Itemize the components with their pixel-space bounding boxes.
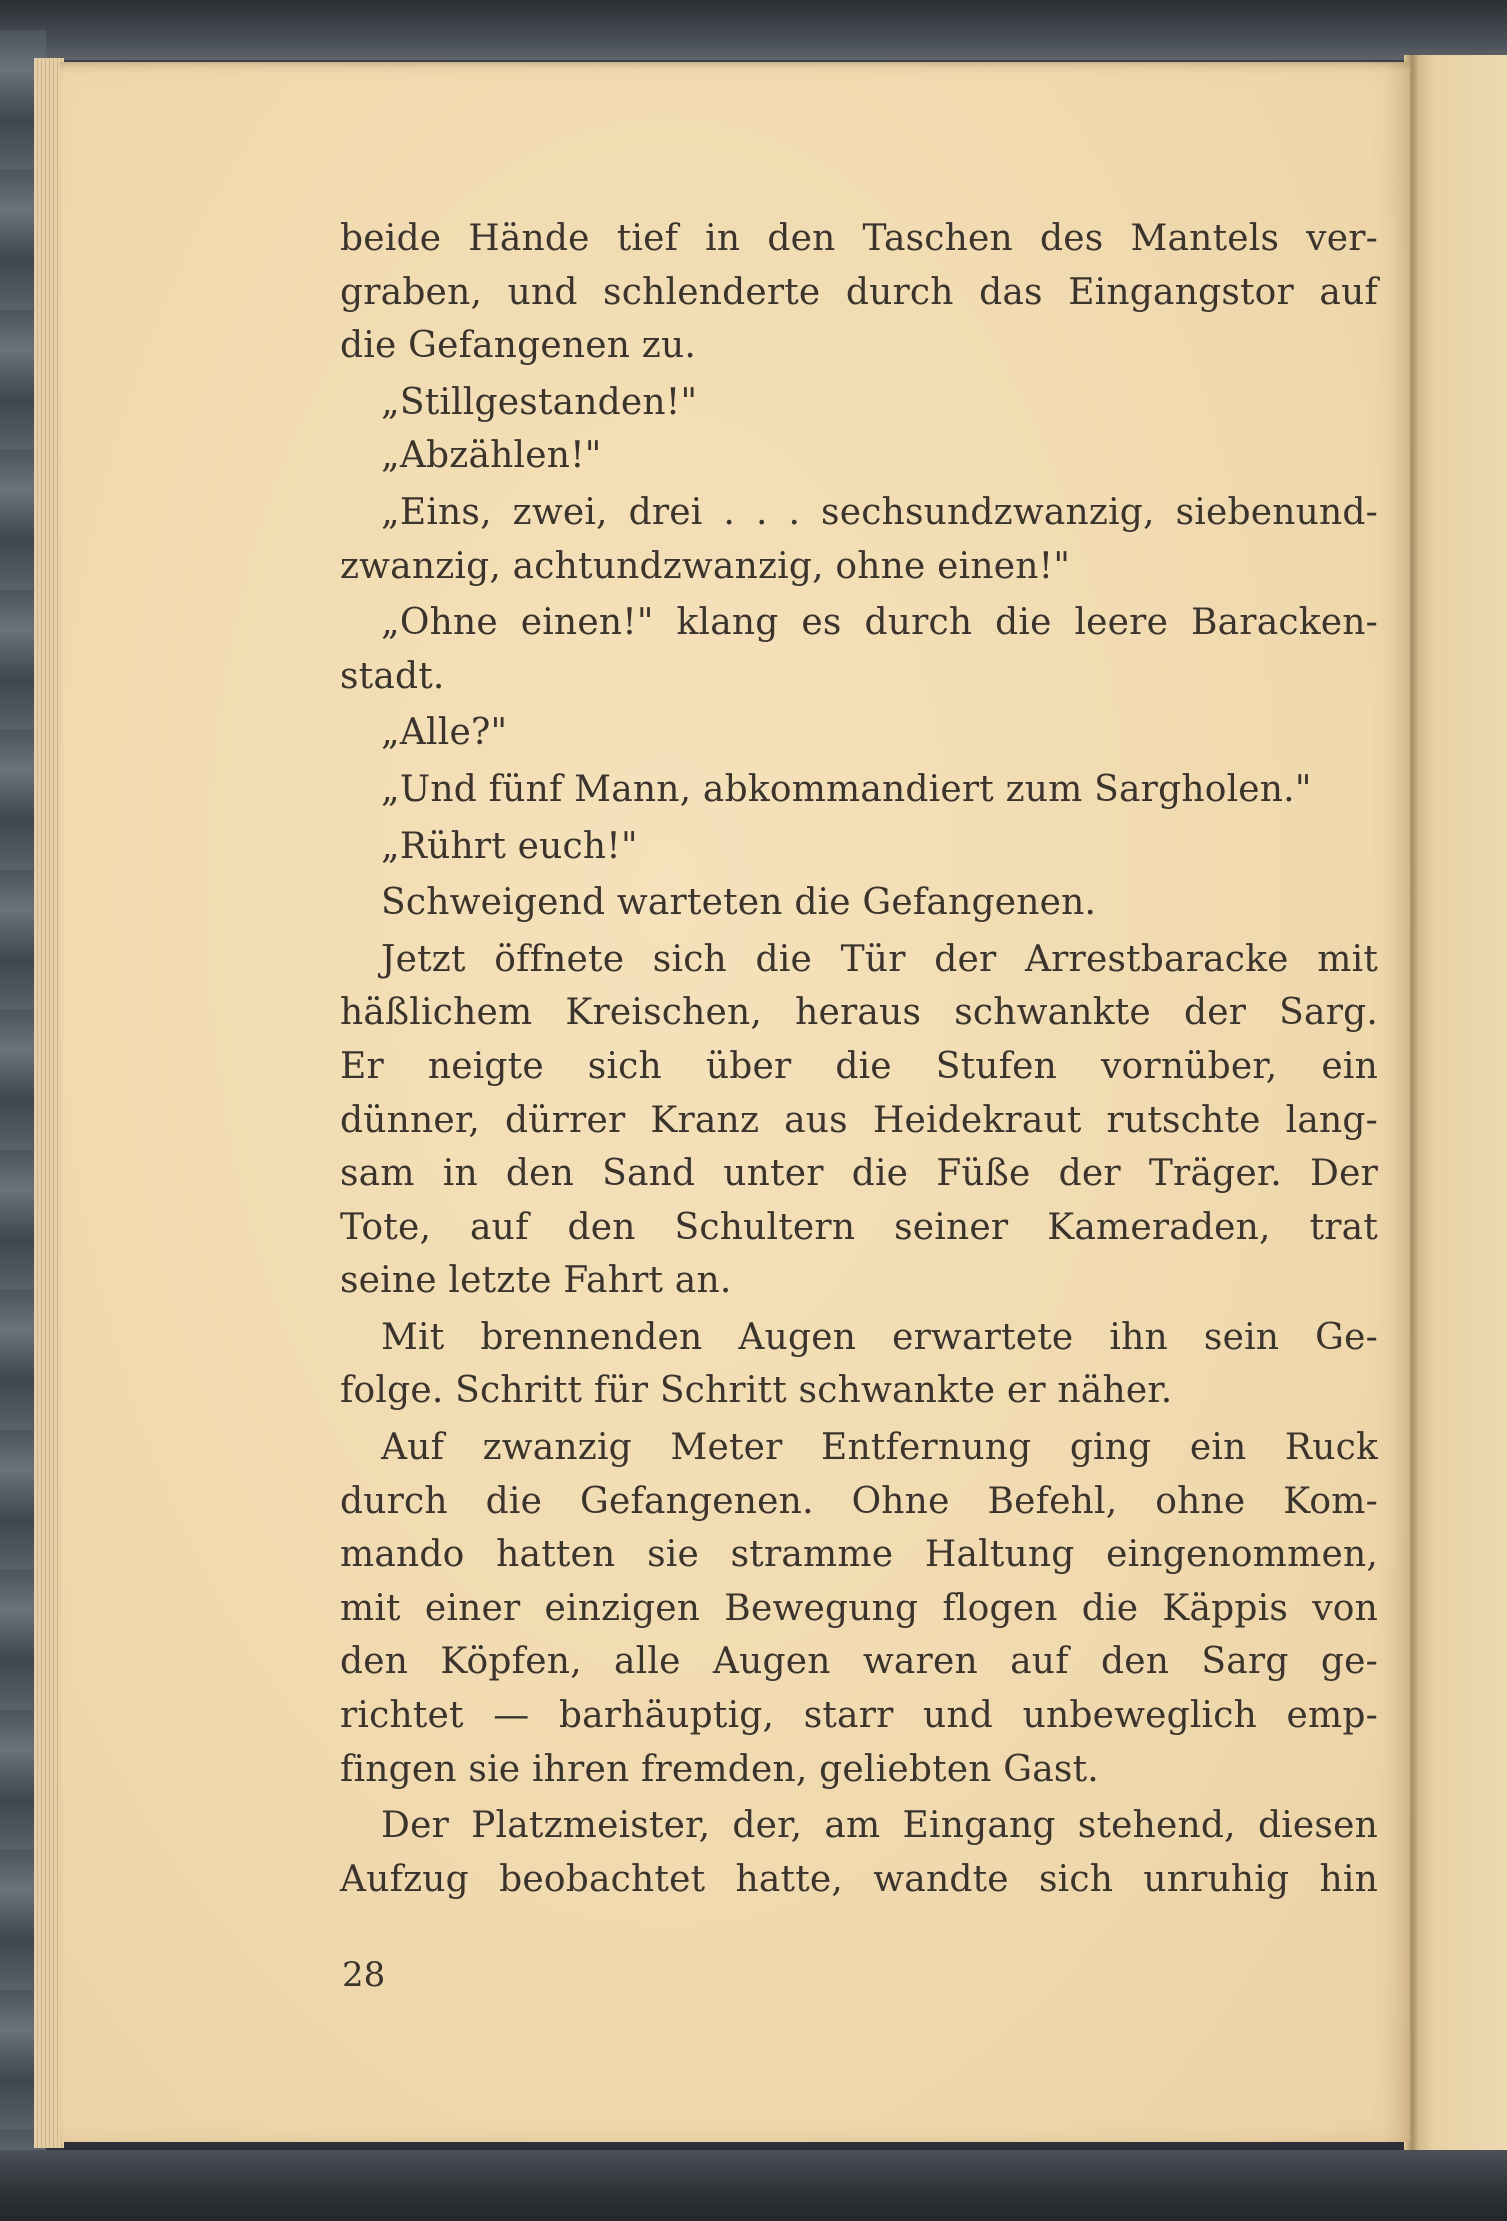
text-line: „Ohne einen!" klang es durch die leere Baracken- [381, 602, 1378, 644]
text-line: zwanzig, achtundzwanzig, ohne einen!" [340, 545, 1071, 587]
page-text [340, 212, 1378, 1906]
book-cover-bottom [0, 2150, 1507, 2221]
text-line: „Abzählen!" [381, 435, 602, 477]
text-line: Jetzt öffnete sich die Tür der Arrestbaracke mit [381, 938, 1378, 980]
text-line: „Stillgestanden!" [381, 381, 698, 423]
text-line: „Eins, zwei, drei . . . sechsundzwanzig, siebenund- [381, 491, 1378, 533]
text-line: mando hatten sie stramme Haltung eingenommen, [340, 1534, 1378, 1576]
text-line: Schweigend warteten die Gefangenen. [381, 882, 1097, 924]
text-line: die Gefangenen zu. [340, 325, 697, 367]
text-line: richtet — barhäuptig, starr und unbeweglich emp- [340, 1695, 1378, 1737]
text-line: folge. Schritt für Schritt schwankte er näher. [340, 1370, 1173, 1412]
text-line: seine letzte Fahrt an. [340, 1260, 732, 1302]
book-page [60, 62, 1410, 2142]
facing-page-edge [1410, 55, 1507, 2150]
text-line: häßlichem Kreischen, heraus schwankte der Sarg. [340, 992, 1378, 1034]
text-line: „Und fünf Mann, abkommandiert zum Sargholen." [381, 768, 1312, 810]
text-line: Er neigte sich über die Stufen vornüber, ein [340, 1045, 1378, 1087]
text-line: „Rührt euch!" [381, 825, 638, 867]
text-line: stadt. [340, 655, 445, 697]
text-line: durch die Gefangenen. Ohne Befehl, ohne Kom- [340, 1480, 1378, 1522]
text-line: mit einer einzigen Bewegung flogen die Käppis von [340, 1587, 1378, 1629]
book-cover-top [0, 0, 1507, 60]
text-line: Tote, auf den Schultern seiner Kameraden, trat [340, 1206, 1378, 1248]
text-line: Aufzug beobachtet hatte, wandte sich unruhig hin [340, 1858, 1378, 1900]
text-line: den Köpfen, alle Augen waren auf den Sarg ge- [340, 1641, 1378, 1683]
text-line: Mit brennenden Augen erwartete ihn sein Ge- [381, 1316, 1378, 1358]
text-line: graben, und schlenderte durch das Eingangstor auf [340, 271, 1378, 313]
text-line: Der Platzmeister, der, am Eingang stehend, diesen [381, 1805, 1378, 1847]
text-line: dünner, dürrer Kranz aus Heidekraut rutschte lang- [340, 1099, 1378, 1141]
text-line: beide Hände tief in den Taschen des Mantels ver- [340, 218, 1378, 259]
text-line: fingen sie ihren fremden, geliebten Gast. [340, 1748, 1099, 1790]
text-line: „Alle?" [381, 712, 508, 754]
text-line: Auf zwanzig Meter Entfernung ging ein Ruck [381, 1427, 1378, 1469]
text-line: sam in den Sand unter die Füße der Träger. Der [340, 1153, 1378, 1195]
page-number: 28 [342, 1955, 386, 1995]
